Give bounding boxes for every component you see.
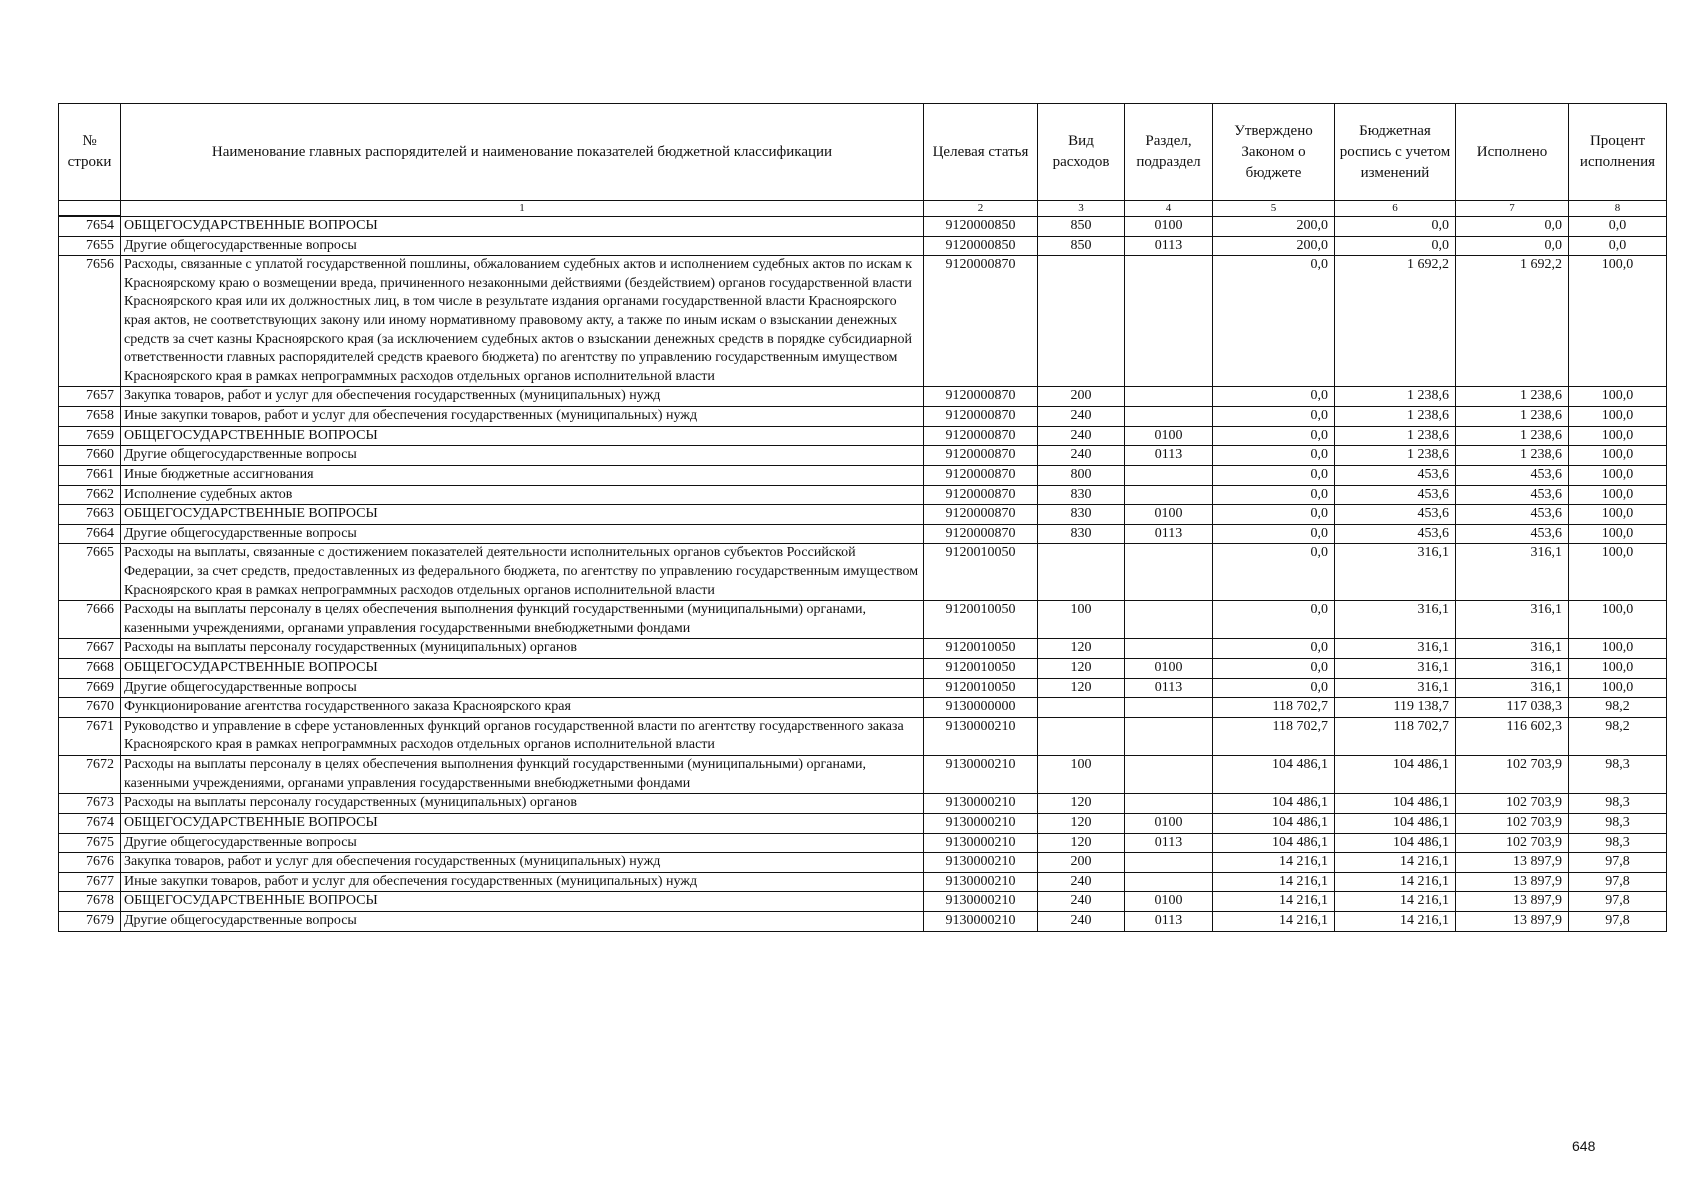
row-executed: 316,1	[1456, 544, 1569, 601]
row-percent: 100,0	[1569, 678, 1667, 698]
row-number: 7671	[59, 717, 121, 755]
row-schedule: 1 238,6	[1335, 387, 1456, 407]
row-target-code: 9120010050	[924, 639, 1038, 659]
row-expense-type: 200	[1038, 387, 1125, 407]
row-section: 0100	[1125, 216, 1213, 236]
row-name: Другие общегосударственные вопросы	[121, 446, 924, 466]
row-name: ОБЩЕГОСУДАРСТВЕННЫЕ ВОПРОСЫ	[121, 659, 924, 679]
row-approved: 104 486,1	[1213, 813, 1335, 833]
row-name: Другие общегосударственные вопросы	[121, 678, 924, 698]
row-expense-type: 120	[1038, 833, 1125, 853]
row-executed: 102 703,9	[1456, 794, 1569, 814]
row-number: 7678	[59, 892, 121, 912]
row-number: 7664	[59, 524, 121, 544]
row-expense-type: 120	[1038, 678, 1125, 698]
table-row	[59, 853, 1667, 873]
row-number: 7668	[59, 659, 121, 679]
row-approved: 0,0	[1213, 407, 1335, 427]
row-percent: 0,0	[1569, 216, 1667, 236]
row-percent: 98,3	[1569, 756, 1667, 794]
row-percent: 98,3	[1569, 794, 1667, 814]
row-number: 7676	[59, 853, 121, 873]
row-percent: 100,0	[1569, 485, 1667, 505]
column-number: 7	[1456, 201, 1569, 217]
row-number: 7670	[59, 698, 121, 718]
row-percent: 98,2	[1569, 717, 1667, 755]
row-executed: 0,0	[1456, 216, 1569, 236]
row-name: ОБЩЕГОСУДАРСТВЕННЫЕ ВОПРОСЫ	[121, 426, 924, 446]
row-percent: 100,0	[1569, 426, 1667, 446]
table-row	[59, 387, 1667, 407]
row-target-code: 9120000850	[924, 216, 1038, 236]
table-row	[59, 524, 1667, 544]
row-approved: 104 486,1	[1213, 794, 1335, 814]
row-section: 0113	[1125, 678, 1213, 698]
row-approved: 0,0	[1213, 524, 1335, 544]
row-schedule: 0,0	[1335, 236, 1456, 256]
row-executed: 13 897,9	[1456, 853, 1569, 873]
row-expense-type	[1038, 698, 1125, 718]
row-expense-type: 240	[1038, 911, 1125, 931]
row-name: Другие общегосударственные вопросы	[121, 833, 924, 853]
row-target-code: 9120000870	[924, 505, 1038, 525]
row-section	[1125, 698, 1213, 718]
row-executed: 102 703,9	[1456, 833, 1569, 853]
row-target-code: 9120000870	[924, 485, 1038, 505]
row-approved: 0,0	[1213, 659, 1335, 679]
row-number: 7659	[59, 426, 121, 446]
row-schedule: 14 216,1	[1335, 892, 1456, 912]
row-approved: 0,0	[1213, 544, 1335, 601]
row-section	[1125, 465, 1213, 485]
page-number: 648	[1572, 1138, 1596, 1154]
row-percent: 98,3	[1569, 833, 1667, 853]
row-section	[1125, 485, 1213, 505]
row-executed: 13 897,9	[1456, 872, 1569, 892]
row-section: 0100	[1125, 892, 1213, 912]
header-approved: Утверждено Законом о бюджете	[1213, 104, 1335, 201]
header-percent: Процент исполнения	[1569, 104, 1667, 201]
row-approved: 0,0	[1213, 505, 1335, 525]
table-row	[59, 833, 1667, 853]
row-executed: 453,6	[1456, 505, 1569, 525]
table-body	[59, 216, 1667, 931]
budget-execution-table	[58, 103, 1667, 932]
row-name: Расходы на выплаты, связанные с достижением показателей деятельности исполнительных органов субъектов Российской Федерации, за счет средств, предоставленных из федерального бюджета, по агентству по управлению государственным имуществом Красноярского края в рамках непрограммных расходов отдельных органов исполнительной власти	[121, 544, 924, 601]
column-number-blank	[59, 201, 121, 217]
row-section: 0100	[1125, 659, 1213, 679]
row-number: 7677	[59, 872, 121, 892]
row-number: 7655	[59, 236, 121, 256]
row-expense-type: 120	[1038, 794, 1125, 814]
row-percent: 100,0	[1569, 387, 1667, 407]
row-executed: 13 897,9	[1456, 911, 1569, 931]
row-name: Руководство и управление в сфере установленных функций органов государственной власти по агентству государственного заказа Красноярского края в рамках непрограммных расходов отдельных органов исполнительной власти	[121, 717, 924, 755]
row-name: Иные закупки товаров, работ и услуг для обеспечения государственных (муниципальных) нужд	[121, 872, 924, 892]
row-number: 7656	[59, 256, 121, 387]
row-approved: 14 216,1	[1213, 911, 1335, 931]
row-schedule: 453,6	[1335, 485, 1456, 505]
row-number: 7673	[59, 794, 121, 814]
row-number: 7669	[59, 678, 121, 698]
table-row	[59, 216, 1667, 236]
header-schedule: Бюджетная роспись с учетом изменений	[1335, 104, 1456, 201]
row-executed: 1 238,6	[1456, 446, 1569, 466]
table-row	[59, 465, 1667, 485]
row-name: Иные закупки товаров, работ и услуг для обеспечения государственных (муниципальных) нужд	[121, 407, 924, 427]
table-row	[59, 756, 1667, 794]
table-row	[59, 892, 1667, 912]
row-percent: 100,0	[1569, 639, 1667, 659]
row-section: 0113	[1125, 524, 1213, 544]
row-expense-type: 120	[1038, 813, 1125, 833]
row-schedule: 316,1	[1335, 601, 1456, 639]
row-target-code: 9130000210	[924, 833, 1038, 853]
row-percent: 97,8	[1569, 853, 1667, 873]
row-schedule: 1 238,6	[1335, 446, 1456, 466]
row-name: Расходы на выплаты персоналу государственных (муниципальных) органов	[121, 639, 924, 659]
row-percent: 100,0	[1569, 446, 1667, 466]
header-executed: Исполнено	[1456, 104, 1569, 201]
column-number: 8	[1569, 201, 1667, 217]
row-executed: 102 703,9	[1456, 756, 1569, 794]
row-approved: 104 486,1	[1213, 833, 1335, 853]
row-section	[1125, 407, 1213, 427]
row-approved: 0,0	[1213, 387, 1335, 407]
row-name: Иные бюджетные ассигнования	[121, 465, 924, 485]
row-executed: 316,1	[1456, 659, 1569, 679]
row-target-code: 9120000850	[924, 236, 1038, 256]
row-percent: 100,0	[1569, 524, 1667, 544]
row-percent: 100,0	[1569, 407, 1667, 427]
row-section	[1125, 717, 1213, 755]
row-schedule: 453,6	[1335, 465, 1456, 485]
row-expense-type	[1038, 256, 1125, 387]
row-executed: 453,6	[1456, 465, 1569, 485]
row-schedule: 104 486,1	[1335, 756, 1456, 794]
row-section: 0113	[1125, 236, 1213, 256]
column-number: 1	[121, 201, 924, 217]
row-expense-type: 200	[1038, 853, 1125, 873]
row-expense-type: 240	[1038, 892, 1125, 912]
row-schedule: 1 238,6	[1335, 426, 1456, 446]
row-name: Функционирование агентства государственного заказа Красноярского края	[121, 698, 924, 718]
header-name: Наименование главных распорядителей и наименование показателей бюджетной классификации	[121, 104, 924, 201]
row-executed: 102 703,9	[1456, 813, 1569, 833]
header-section: Раздел, подраздел	[1125, 104, 1213, 201]
row-schedule: 0,0	[1335, 216, 1456, 236]
row-percent: 100,0	[1569, 465, 1667, 485]
row-target-code: 9120000870	[924, 446, 1038, 466]
row-approved: 0,0	[1213, 465, 1335, 485]
row-schedule: 316,1	[1335, 639, 1456, 659]
header-target: Целевая статья	[924, 104, 1038, 201]
row-section	[1125, 601, 1213, 639]
row-schedule: 119 138,7	[1335, 698, 1456, 718]
row-section: 0100	[1125, 426, 1213, 446]
row-target-code: 9120000870	[924, 407, 1038, 427]
row-executed: 117 038,3	[1456, 698, 1569, 718]
row-expense-type: 240	[1038, 446, 1125, 466]
row-schedule: 316,1	[1335, 544, 1456, 601]
row-section	[1125, 853, 1213, 873]
header-row-no: № строки	[59, 104, 121, 201]
row-schedule: 14 216,1	[1335, 872, 1456, 892]
row-target-code: 9130000210	[924, 717, 1038, 755]
table-row	[59, 678, 1667, 698]
row-percent: 97,8	[1569, 872, 1667, 892]
row-expense-type: 830	[1038, 524, 1125, 544]
row-target-code: 9130000210	[924, 872, 1038, 892]
row-name: ОБЩЕГОСУДАРСТВЕННЫЕ ВОПРОСЫ	[121, 813, 924, 833]
row-executed: 1 238,6	[1456, 407, 1569, 427]
row-schedule: 118 702,7	[1335, 717, 1456, 755]
row-percent: 98,2	[1569, 698, 1667, 718]
row-target-code: 9130000210	[924, 911, 1038, 931]
row-name: Расходы на выплаты персоналу в целях обеспечения выполнения функций государственными (муниципальными) органами, казенными учреждениями, органами управления государственными внебюджетными фондами	[121, 756, 924, 794]
row-target-code: 9120010050	[924, 659, 1038, 679]
table-row	[59, 505, 1667, 525]
row-approved: 0,0	[1213, 639, 1335, 659]
row-target-code: 9130000000	[924, 698, 1038, 718]
row-name: Закупка товаров, работ и услуг для обеспечения государственных (муниципальных) нужд	[121, 387, 924, 407]
table-row	[59, 446, 1667, 466]
row-name: Другие общегосударственные вопросы	[121, 911, 924, 931]
row-approved: 0,0	[1213, 678, 1335, 698]
row-expense-type: 830	[1038, 485, 1125, 505]
row-percent: 0,0	[1569, 236, 1667, 256]
row-schedule: 14 216,1	[1335, 911, 1456, 931]
row-number: 7667	[59, 639, 121, 659]
row-approved: 0,0	[1213, 601, 1335, 639]
header-expense-type: Вид расходов	[1038, 104, 1125, 201]
row-section: 0113	[1125, 833, 1213, 853]
row-target-code: 9120000870	[924, 387, 1038, 407]
row-target-code: 9120000870	[924, 465, 1038, 485]
row-target-code: 9130000210	[924, 892, 1038, 912]
row-name: Закупка товаров, работ и услуг для обеспечения государственных (муниципальных) нужд	[121, 853, 924, 873]
row-percent: 100,0	[1569, 659, 1667, 679]
row-approved: 200,0	[1213, 216, 1335, 236]
row-executed: 453,6	[1456, 485, 1569, 505]
row-target-code: 9120010050	[924, 601, 1038, 639]
row-schedule: 104 486,1	[1335, 794, 1456, 814]
row-name: Исполнение судебных актов	[121, 485, 924, 505]
row-name: Расходы, связанные с уплатой государственной пошлины, обжалованием судебных актов и исполнением судебных актов по искам к Красноярскому краю о возмещении вреда, причиненного незаконными действиями (бездействием) органов государственной власти Красноярского края или их должностных лиц, в том числе в результате издания органами государственной власти Красноярского края актов, не соответствующих закону или иному нормативному правовому акту, а также по иным искам о взыскании денежных средств за счет казны Красноярского края (за исключением судебных актов о взыскании денежных средств в порядке субсидиарной ответственности главных распорядителей средств краевого бюджета) по агентству по управлению государственным имуществом Красноярского края в рамках непрограммных расходов отдельных органов исполнительной власти	[121, 256, 924, 387]
row-target-code: 9130000210	[924, 813, 1038, 833]
row-executed: 1 692,2	[1456, 256, 1569, 387]
row-schedule: 14 216,1	[1335, 853, 1456, 873]
row-approved: 14 216,1	[1213, 872, 1335, 892]
table-row	[59, 911, 1667, 931]
row-name: ОБЩЕГОСУДАРСТВЕННЫЕ ВОПРОСЫ	[121, 892, 924, 912]
row-number: 7660	[59, 446, 121, 466]
row-section	[1125, 544, 1213, 601]
column-number-row	[59, 201, 1667, 217]
row-target-code: 9120010050	[924, 544, 1038, 601]
column-number: 3	[1038, 201, 1125, 217]
row-approved: 118 702,7	[1213, 698, 1335, 718]
row-schedule: 453,6	[1335, 524, 1456, 544]
row-executed: 116 602,3	[1456, 717, 1569, 755]
table-row	[59, 639, 1667, 659]
row-number: 7665	[59, 544, 121, 601]
row-name: Расходы на выплаты персоналу в целях обеспечения выполнения функций государственными (муниципальными) органами, казенными учреждениями, органами управления государственными внебюджетными фондами	[121, 601, 924, 639]
row-number: 7661	[59, 465, 121, 485]
row-section	[1125, 872, 1213, 892]
row-number: 7672	[59, 756, 121, 794]
row-executed: 0,0	[1456, 236, 1569, 256]
table-row	[59, 794, 1667, 814]
row-executed: 316,1	[1456, 639, 1569, 659]
row-number: 7657	[59, 387, 121, 407]
table-row	[59, 698, 1667, 718]
table-row	[59, 544, 1667, 601]
row-section	[1125, 256, 1213, 387]
row-name: Другие общегосударственные вопросы	[121, 524, 924, 544]
row-approved: 0,0	[1213, 426, 1335, 446]
row-target-code: 9120000870	[924, 426, 1038, 446]
column-number: 2	[924, 201, 1038, 217]
row-section	[1125, 756, 1213, 794]
column-number: 6	[1335, 201, 1456, 217]
row-approved: 118 702,7	[1213, 717, 1335, 755]
row-name: Расходы на выплаты персоналу государственных (муниципальных) органов	[121, 794, 924, 814]
row-target-code: 9130000210	[924, 756, 1038, 794]
row-schedule: 316,1	[1335, 659, 1456, 679]
row-percent: 100,0	[1569, 544, 1667, 601]
row-number: 7663	[59, 505, 121, 525]
row-schedule: 1 238,6	[1335, 407, 1456, 427]
row-number: 7654	[59, 216, 121, 236]
row-expense-type	[1038, 717, 1125, 755]
row-number: 7658	[59, 407, 121, 427]
row-expense-type	[1038, 544, 1125, 601]
row-executed: 1 238,6	[1456, 426, 1569, 446]
row-number: 7662	[59, 485, 121, 505]
row-approved: 14 216,1	[1213, 853, 1335, 873]
row-target-code: 9120000870	[924, 524, 1038, 544]
row-expense-type: 800	[1038, 465, 1125, 485]
row-executed: 1 238,6	[1456, 387, 1569, 407]
row-schedule: 453,6	[1335, 505, 1456, 525]
row-approved: 0,0	[1213, 446, 1335, 466]
column-number: 4	[1125, 201, 1213, 217]
row-target-code: 9120010050	[924, 678, 1038, 698]
row-name: ОБЩЕГОСУДАРСТВЕННЫЕ ВОПРОСЫ	[121, 216, 924, 236]
table-row	[59, 659, 1667, 679]
row-number: 7666	[59, 601, 121, 639]
table-row	[59, 485, 1667, 505]
row-executed: 453,6	[1456, 524, 1569, 544]
row-number: 7674	[59, 813, 121, 833]
row-expense-type: 240	[1038, 407, 1125, 427]
table-row	[59, 256, 1667, 387]
row-section: 0100	[1125, 813, 1213, 833]
row-executed: 316,1	[1456, 678, 1569, 698]
row-expense-type: 240	[1038, 872, 1125, 892]
header-row	[59, 104, 1667, 201]
row-approved: 200,0	[1213, 236, 1335, 256]
row-schedule: 104 486,1	[1335, 813, 1456, 833]
row-expense-type: 120	[1038, 639, 1125, 659]
row-executed: 316,1	[1456, 601, 1569, 639]
row-schedule: 316,1	[1335, 678, 1456, 698]
row-executed: 13 897,9	[1456, 892, 1569, 912]
row-percent: 98,3	[1569, 813, 1667, 833]
row-schedule: 104 486,1	[1335, 833, 1456, 853]
row-target-code: 9130000210	[924, 794, 1038, 814]
table-row	[59, 236, 1667, 256]
table-row	[59, 717, 1667, 755]
row-name: Другие общегосударственные вопросы	[121, 236, 924, 256]
table-row	[59, 872, 1667, 892]
row-approved: 14 216,1	[1213, 892, 1335, 912]
table-row	[59, 813, 1667, 833]
row-section: 0100	[1125, 505, 1213, 525]
row-expense-type: 120	[1038, 659, 1125, 679]
row-percent: 97,8	[1569, 911, 1667, 931]
row-section	[1125, 639, 1213, 659]
column-number: 5	[1213, 201, 1335, 217]
row-name: ОБЩЕГОСУДАРСТВЕННЫЕ ВОПРОСЫ	[121, 505, 924, 525]
row-section	[1125, 794, 1213, 814]
table-row	[59, 601, 1667, 639]
row-expense-type: 240	[1038, 426, 1125, 446]
row-percent: 100,0	[1569, 256, 1667, 387]
row-percent: 97,8	[1569, 892, 1667, 912]
row-approved: 0,0	[1213, 485, 1335, 505]
row-target-code: 9120000870	[924, 256, 1038, 387]
table-row	[59, 407, 1667, 427]
row-expense-type: 830	[1038, 505, 1125, 525]
row-section	[1125, 387, 1213, 407]
row-section: 0113	[1125, 911, 1213, 931]
row-number: 7679	[59, 911, 121, 931]
table-row	[59, 426, 1667, 446]
row-expense-type: 850	[1038, 216, 1125, 236]
row-expense-type: 100	[1038, 756, 1125, 794]
row-approved: 104 486,1	[1213, 756, 1335, 794]
row-target-code: 9130000210	[924, 853, 1038, 873]
row-percent: 100,0	[1569, 505, 1667, 525]
row-approved: 0,0	[1213, 256, 1335, 387]
row-expense-type: 100	[1038, 601, 1125, 639]
row-section: 0113	[1125, 446, 1213, 466]
row-expense-type: 850	[1038, 236, 1125, 256]
row-percent: 100,0	[1569, 601, 1667, 639]
row-number: 7675	[59, 833, 121, 853]
row-schedule: 1 692,2	[1335, 256, 1456, 387]
